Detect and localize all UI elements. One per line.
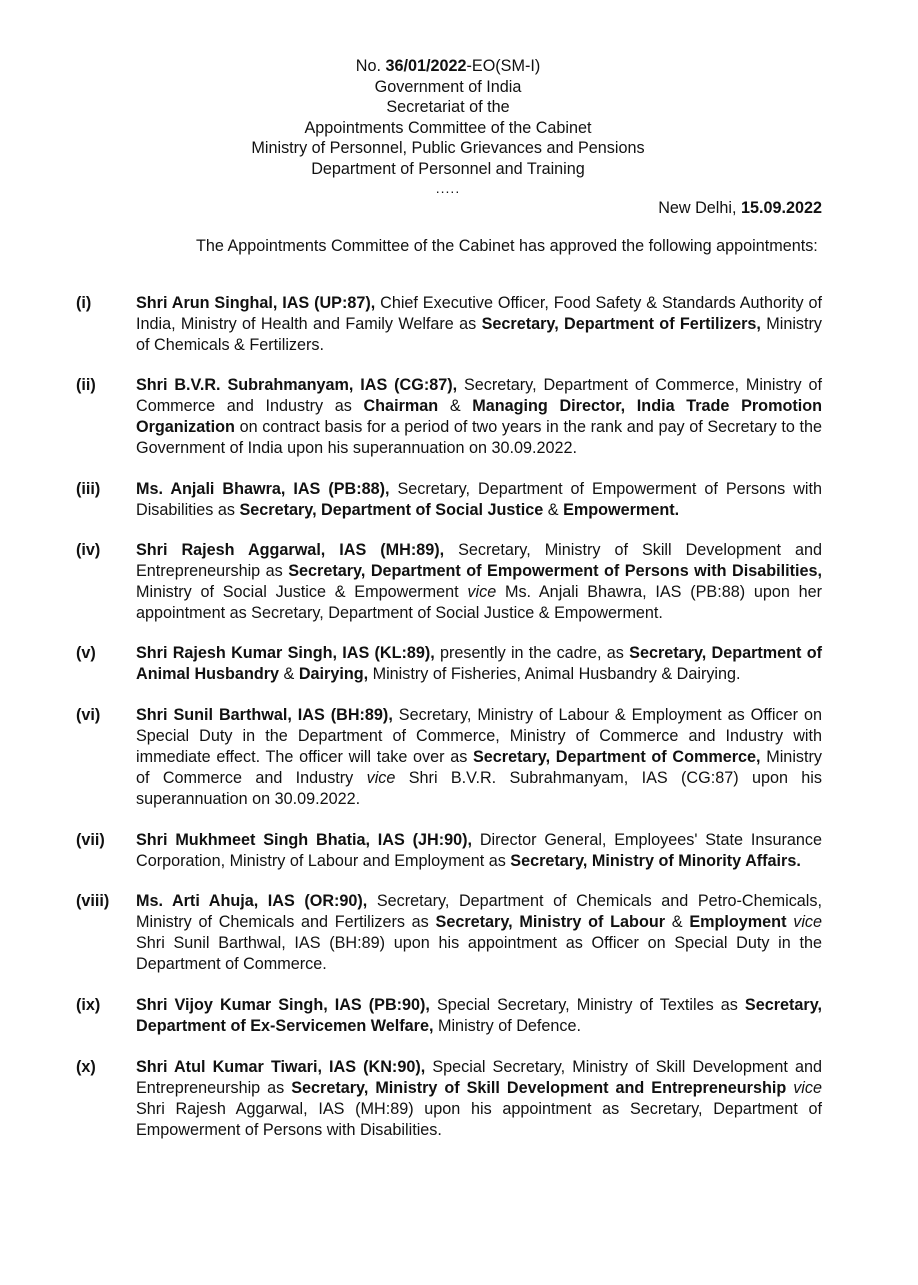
- bold-text: Shri Rajesh Aggarwal, IAS (MH:89),: [136, 541, 445, 559]
- item-number: (i): [76, 294, 92, 312]
- item-text: [136, 995, 822, 1037]
- bold-text: Empowerment.: [563, 501, 680, 519]
- appointment-item: [76, 891, 822, 975]
- text-segment: Shri Rajesh Aggarwal, IAS (MH:89) upon his appointment as Secretary, Department of Empowerment of Persons with Disabilities.: [136, 1100, 822, 1139]
- bold-text: Secretary, Ministry of Minority Affairs.: [510, 852, 801, 870]
- text-segment: &: [665, 913, 690, 931]
- text-segment: Shri B.V.R. Subrahmanyam, IAS (CG:87) upon his superannuation on 30.09.2022.: [136, 769, 822, 808]
- item-number: (iv): [76, 541, 101, 559]
- bold-text: Shri Mukhmeet Singh Bhatia, IAS (JH:90),: [136, 831, 472, 849]
- bold-text: Shri Atul Kumar Tiwari, IAS (KN:90),: [136, 1058, 426, 1076]
- appointment-item: [76, 540, 822, 624]
- italic-text: vice: [793, 1079, 822, 1097]
- text-segment: presently in the cadre, as: [434, 644, 630, 662]
- bold-text: Chairman: [363, 397, 439, 415]
- appointment-item: [76, 995, 822, 1037]
- bold-text: Secretary, Ministry of Skill Development and Entrepreneurship: [291, 1079, 787, 1097]
- appointment-item: [76, 293, 822, 356]
- text-segment: Shri Sunil Barthwal, IAS (BH:89) upon his appointment as Officer on Special Duty in the Department of Commerce.: [136, 934, 822, 973]
- text-segment: Special Secretary, Ministry of Textiles as: [429, 996, 745, 1014]
- bold-text: Secretary, Ministry of Labour: [435, 913, 666, 931]
- order-header: [0, 56, 896, 196]
- appointments-list: [76, 293, 822, 1141]
- bold-text: Shri Rajesh Kumar Singh, IAS (KL:89),: [136, 644, 435, 662]
- text-segment: Ministry of Commerce and Industry: [136, 748, 822, 787]
- text-segment: &: [543, 501, 564, 519]
- text-segment: Ministry of Defence.: [433, 1017, 582, 1035]
- bold-text: Shri Arun Singhal, IAS (UP:87),: [136, 294, 376, 312]
- item-text: [136, 891, 822, 975]
- bold-text: Ms. Anjali Bhawra, IAS (PB:88),: [136, 480, 390, 498]
- intro-paragraph: The Appointments Committee of the Cabinet has approved the following appointments:: [196, 237, 818, 255]
- text-segment: &: [438, 397, 473, 415]
- appointment-item: [76, 705, 822, 810]
- bold-text: Shri Vijoy Kumar Singh, IAS (PB:90),: [136, 996, 430, 1014]
- bold-text: Secretary, Department of Social Justice: [239, 501, 544, 519]
- bold-text: Secretary, Department of Ex-Servicemen Welfare,: [136, 996, 822, 1035]
- appointment-item: [76, 643, 822, 685]
- item-text: [136, 830, 822, 872]
- item-text: [136, 705, 822, 810]
- item-number: (x): [76, 1058, 96, 1076]
- text-segment: Secretary, Ministry of Labour & Employment as Officer on Special Duty in the Department of Commerce, Ministry of Commerce and Industry with immediate effect. The officer will take over as: [136, 706, 822, 766]
- header-line-department: Department of Personnel and Training: [311, 159, 585, 178]
- text-segment: Ministry of Chemicals & Fertilizers.: [136, 315, 822, 354]
- item-text: [136, 643, 822, 685]
- bold-text: Dairying,: [298, 665, 369, 683]
- text-segment: Ministry of Social Justice & Empowerment: [136, 583, 468, 601]
- item-text: [136, 293, 822, 356]
- item-text: [136, 479, 822, 521]
- bold-text: Shri B.V.R. Subrahmanyam, IAS (CG:87),: [136, 376, 458, 394]
- header-line-government: Government of India: [374, 77, 522, 96]
- text-segment: Secretary, Department of Empowerment of Persons with Disabilities as: [136, 480, 822, 519]
- bold-text: Secretary, Department of Fertilizers,: [481, 315, 761, 333]
- header-dots: .....: [435, 179, 461, 196]
- item-number: (viii): [76, 892, 110, 910]
- item-number: (ii): [76, 376, 96, 394]
- issue-date: New Delhi, 15.09.2022: [658, 199, 822, 217]
- item-text: [136, 375, 822, 459]
- item-number: (v): [76, 644, 96, 662]
- italic-text: vice: [793, 913, 823, 931]
- item-number: (vii): [76, 831, 105, 849]
- text-segment: Director General, Employees' State Insurance Corporation, Ministry of Labour and Employment as: [136, 831, 822, 870]
- item-number: (vi): [76, 706, 101, 724]
- bold-text: Shri Sunil Barthwal, IAS (BH:89),: [136, 706, 393, 724]
- header-line-ministry: Ministry of Personnel, Public Grievances and Pensions: [251, 139, 645, 158]
- appointment-item: [76, 1057, 822, 1141]
- item-number: (ix): [76, 996, 101, 1014]
- text-segment: Secretary, Ministry of Skill Development and Entrepreneurship as: [136, 541, 822, 580]
- bold-text: Managing Director, India Trade Promotion Organization: [136, 397, 823, 436]
- header-line-committee: Appointments Committee of the Cabinet: [304, 118, 592, 137]
- bold-text: Employment: [689, 913, 787, 931]
- bold-text: Secretary, Department of Empowerment of Persons with Disabilities,: [288, 562, 822, 580]
- text-segment: Chief Executive Officer, Food Safety & Standards Authority of India, Ministry of Health and Family Welfare as: [136, 294, 822, 333]
- item-text: [136, 1057, 822, 1141]
- bold-text: Ms. Arti Ahuja, IAS (OR:90),: [136, 892, 368, 910]
- order-number: No. 36/01/2022-EO(SM-I): [355, 57, 541, 75]
- bold-text: Secretary, Department of Commerce,: [473, 748, 761, 766]
- italic-text: vice: [467, 583, 497, 601]
- text-segment: on contract basis for a period of two years in the rank and pay of Secretary to the Government of India upon his superannuation on 30.09.2022.: [136, 418, 822, 457]
- text-segment: Secretary, Department of Commerce, Ministry of Commerce and Industry as: [136, 376, 822, 415]
- appointment-item: [76, 479, 822, 521]
- italic-text: vice: [366, 769, 396, 787]
- text-segment: Secretary, Department of Chemicals and Petro-Chemicals, Ministry of Chemicals and Fertilizers as: [136, 892, 822, 931]
- bold-text: Secretary, Department of Animal Husbandry: [136, 644, 822, 683]
- text-segment: Special Secretary, Ministry of Skill Development and Entrepreneurship as: [136, 1058, 822, 1097]
- appointment-item: [76, 375, 822, 459]
- item-number: (iii): [76, 480, 101, 498]
- header-line-secretariat: Secretariat of the: [386, 98, 510, 117]
- text-segment: Ms. Anjali Bhawra, IAS (PB:88) upon her appointment as Secretary, Department of Social Justice & Empowerment.: [136, 583, 823, 622]
- appointment-item: [76, 830, 822, 872]
- item-text: [136, 540, 822, 624]
- text-segment: &: [279, 665, 299, 683]
- text-segment: Ministry of Fisheries, Animal Husbandry & Dairying.: [368, 665, 741, 683]
